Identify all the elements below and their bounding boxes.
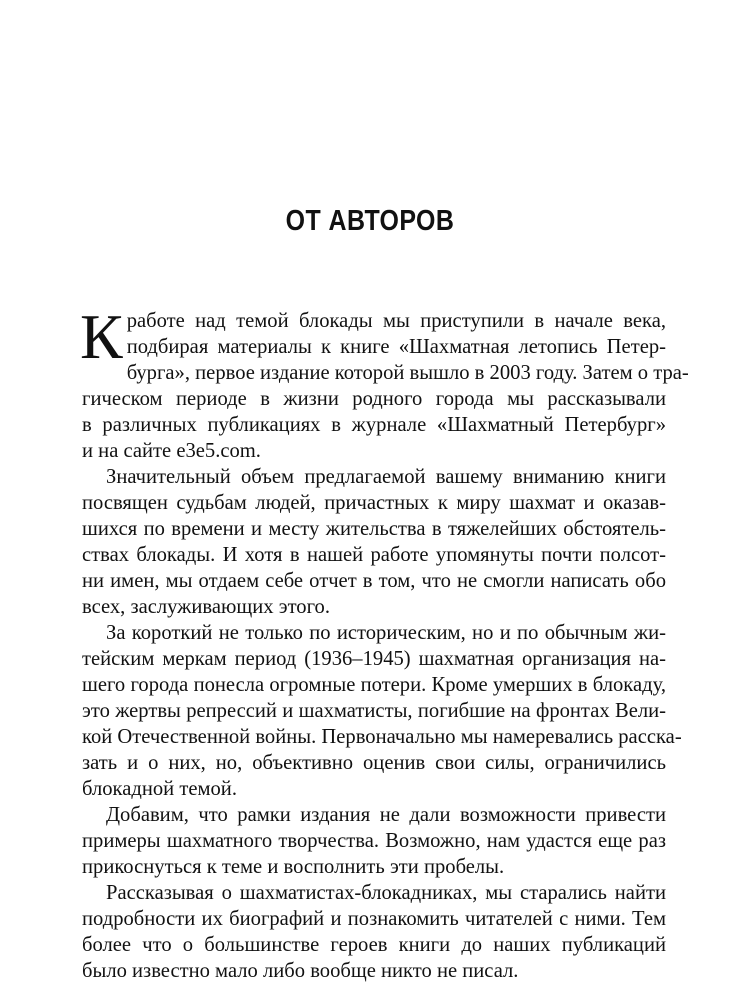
paragraph-1 [80,301,689,464]
text-line: шего города понесла огромные потери. Кроме умерших в блокаду, [82,674,666,696]
text-line: посвящен судьбам людей, причастных к миру шахмат и оказав- [82,492,666,514]
text-line: более что о большинстве героев книги до наших публикаций [82,934,666,956]
text-line: тейским меркам период (1936–1945) шахматная организация на- [82,648,666,670]
text-line: ствах блокады. И хотя в нашей работе упомянуты почти полсот- [82,544,666,566]
paragraph-5 [82,880,666,984]
paragraph-3 [82,620,682,802]
text-line: это жертвы репрессий и шахматисты, погибшие на фронтах Вели- [82,700,666,722]
text-line: и на сайте e3e5.com. [82,440,261,462]
text-line: шихся по времени и месту жительства в тяжелейших обстоятель- [82,518,666,540]
drop-cap: К [80,301,123,372]
text-line: бурга», первое издание которой вышло в 2003 году. Затем о тра- [126,362,689,384]
text-line: зать и о них, но, объективно оценив свои силы, ограничились [82,752,666,774]
text-line: прикоснуться к теме и восполнить эти пробелы. [82,856,505,878]
body-text [80,301,689,984]
text-line: кой Отечественной войны. Первоначально мы намеревались расска- [82,726,682,748]
text-line: подбирая материалы к книге «Шахматная летопись Петер- [126,336,666,358]
text-line: Значительный объем предлагаемой вашему вниманию книги [106,466,666,488]
paragraph-2 [82,464,666,620]
text-line: примеры шахматного творчества. Возможно, нам удастся еще раз [82,830,666,852]
text-line: блокадной темой. [82,778,237,800]
text-line: ни имен, мы отдаем себе отчет в том, что не смогли написать обо [82,570,666,592]
text-line: было известно мало либо вообще никто не писал. [82,960,519,982]
text-line: За короткий не только по историческим, но и по обычным жи- [106,622,666,644]
text-line: работе над темой блокады мы приступили в начале века, [126,310,666,332]
text-line: всех, заслуживающих этого. [82,596,330,618]
text-line: Рассказывая о шахматистах-блокадниках, мы старались найти [106,882,666,904]
text-line: гическом периоде в жизни родного города мы рассказывали [82,388,666,410]
paragraph-4 [82,802,666,880]
text-line: Добавим, что рамки издания не дали возможности привести [106,804,666,826]
text-line: в различных публикациях в журнале «Шахматный Петербург» [82,414,666,436]
page-title: ОТ АВТОРОВ [285,205,455,238]
text-line: подробности их биографий и познакомить читателей с ними. Тем [82,908,666,930]
